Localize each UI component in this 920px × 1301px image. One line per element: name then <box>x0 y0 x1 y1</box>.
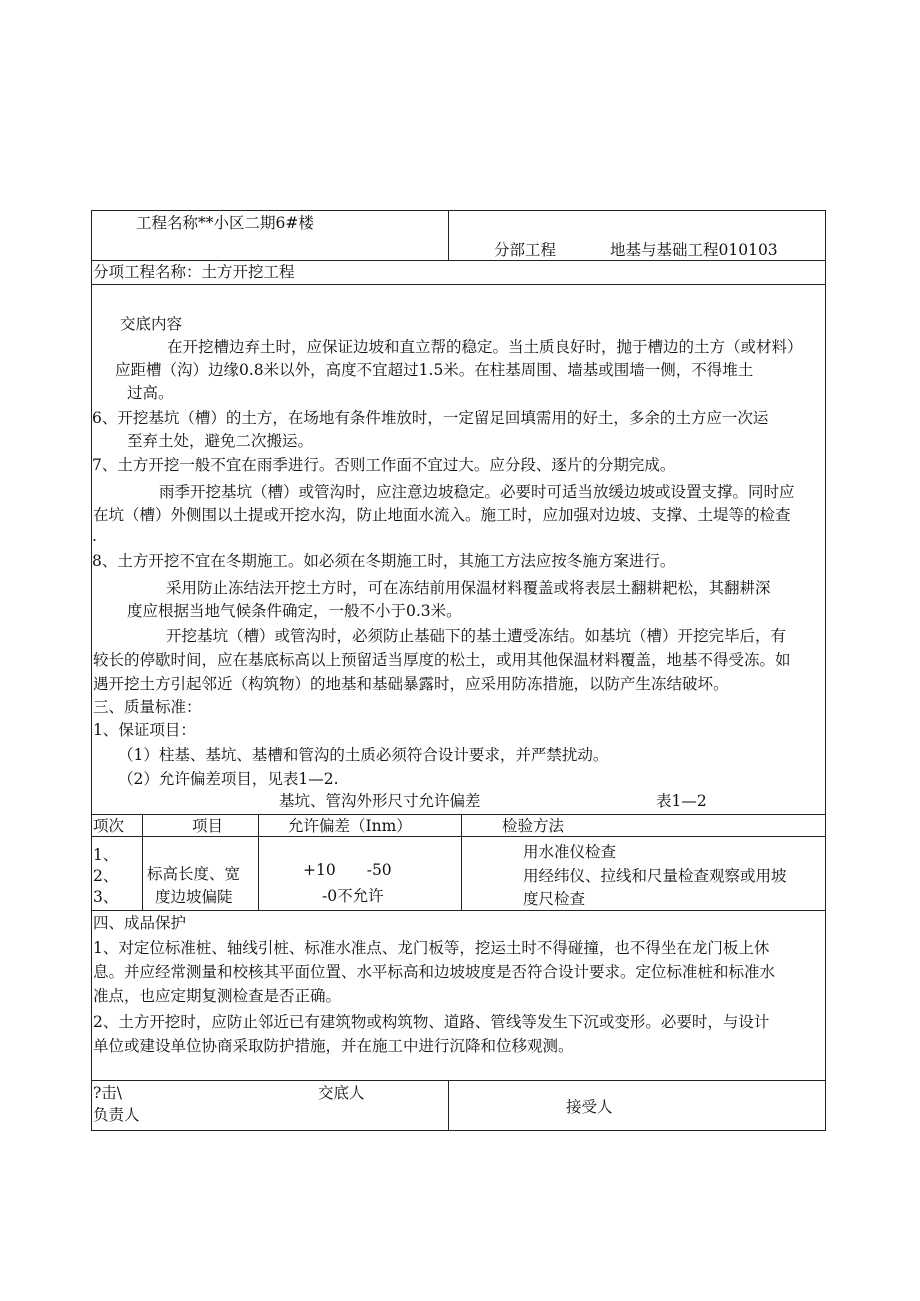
frame-bottom <box>91 1130 826 1131</box>
line-after-item-name <box>91 284 826 285</box>
table-tolerance-line1: +10 -50 <box>303 861 392 879</box>
p8b-line1: 采用防止冻结法开挖土方时，可在冻结前用保温材料覆盖或将表层土翻耕耙松，其翻耕深 <box>166 579 771 597</box>
p8: 8、土方开挖不宜在冬期施工。如必须在冬期施工时，其施工方法应按冬施方案进行。 <box>92 552 676 570</box>
p1-line1: 在开挖槽边弃土时，应保证边坡和直立帮的稳定。当土质良好时，抛于槽边的土方（或材料） <box>167 338 803 356</box>
content-heading: 交底内容 <box>120 315 183 333</box>
table-header-item: 项目 <box>192 817 224 835</box>
subsection-value: 地基与基础工程010103 <box>610 241 778 259</box>
p7: 7、土方开挖一般不宜在雨季进行。否则工作面不宜过大。应分段、逐片的分期完成。 <box>92 456 676 474</box>
protection-line3: 准点，也应定期复测检查是否正确。 <box>93 987 342 1005</box>
line-after-header <box>91 260 826 261</box>
p6-line2: 至弃土处，避免二次搬运。 <box>127 432 314 450</box>
footer-receiver: 接受人 <box>566 1098 613 1116</box>
p7b-line1: 雨季开挖基坑（槽）或管沟时，应注意边坡稳定。必要时可适当放缓边坡或设置支撑。同时应 <box>159 483 795 501</box>
p8c-line3: 遇开挖土方引起邻近（构筑物）的地基和基础暴露时，应采用防冻措施，以防产生冻结破坏。 <box>93 675 729 693</box>
table-method-line2: 用经纬仪、拉线和尺量检查观察或用坡 <box>523 867 787 885</box>
table-row-no-3: 3、 <box>93 888 119 906</box>
p6-line1: 6、开挖基坑（槽）的土方，在场地有条件堆放时，一定留足回填需用的好土，多余的土方应一次运 <box>92 409 769 427</box>
frame-right <box>825 210 826 1131</box>
section3-item2: （2）允许偏差项目，见表1—2. <box>118 770 339 788</box>
protection-line5: 单位或建设单位协商采取防护措施，并在施工中进行沉降和位移观测。 <box>93 1037 574 1055</box>
section3-item1: （1）柱基、基坑、基槽和管沟的土质必须符合设计要求，并严禁扰动。 <box>118 746 609 764</box>
line-table-bottom <box>91 910 826 911</box>
table-item-line2: 度边坡偏陡 <box>155 888 233 906</box>
protection-line1: 1、对定位标准桩、轴线引桩、标准水准点、龙门板等，挖运土时不得碰撞，也不得坐在龙门板上休 <box>93 939 770 957</box>
p1-line2: 应距槽（沟）边缘0.8米以外，高度不宜超过1.5米。在柱基周围、墙基或围墙一侧，不得堆土 <box>115 361 754 379</box>
section3-guarantee: 1、保证项目： <box>93 721 196 739</box>
item-name: 分项工程名称：土方开挖工程 <box>93 263 295 281</box>
table-col-divider-2 <box>258 814 259 910</box>
frame-top <box>91 210 826 211</box>
table-header-no: 项次 <box>93 817 125 835</box>
table-row-no-1: 1、 <box>93 846 119 864</box>
table-number: 表1—2 <box>656 792 707 810</box>
line-table-top <box>91 814 826 815</box>
table-item-line1: 标高长度、宽 <box>147 865 241 883</box>
line-footer-top <box>91 1080 826 1081</box>
table-method-line1: 用水准仪检查 <box>523 843 617 861</box>
header-divider <box>448 210 449 260</box>
table-header-tolerance: 允许偏差（Inm） <box>288 817 412 835</box>
p1-line3: 过高。 <box>127 384 174 402</box>
frame-left <box>91 210 92 1131</box>
p7b-line3: . <box>92 527 97 545</box>
protection-line4: 2、土方开挖时，应防止邻近已有建筑物或构筑物、道路、管线等发生下沉或变形。必要时，与设计 <box>93 1013 770 1031</box>
p7b-line2: 在坑（槽）外侧围以土提或开挖水沟，防止地面水流入。施工时，应加强对边坡、支撑、土堤等的检查 <box>93 506 791 524</box>
p8b-line2: 度应根据当地气候条件确定，一般不小于0.3米。 <box>127 602 462 620</box>
protection-heading: 四、成品保护 <box>93 914 187 932</box>
table-col-divider-3 <box>461 814 462 910</box>
section3-heading: 三、质量标准： <box>93 698 202 716</box>
table-row-no-2: 2、 <box>93 867 119 885</box>
footer-left-top: ?击\ <box>93 1084 123 1102</box>
protection-line2: 息。并应经常测量和校核其平面位置、水平标高和边坡坡度是否符合设计要求。定位标准桩和标准水 <box>93 963 776 981</box>
table-col-divider-1 <box>142 814 143 910</box>
project-name: 工程名称**小区二期6#楼 <box>136 214 314 232</box>
footer-left-bottom: 负责人 <box>93 1106 140 1124</box>
p8c-line1: 开挖基坑（槽）或管沟时，必须防止基础下的基土遭受冻结。如基坑（槽）开挖完毕后，有 <box>166 627 787 645</box>
subsection-label: 分部工程 <box>494 241 557 259</box>
table-header-method: 检验方法 <box>502 817 565 835</box>
table-tolerance-line2: -0不允许 <box>322 887 384 905</box>
footer-divider <box>448 1080 449 1130</box>
table-method-line3: 度尺检查 <box>523 890 586 908</box>
table-caption: 基坑、管沟外形尺寸允许偏差 <box>279 792 481 810</box>
line-table-header <box>91 836 826 837</box>
footer-handover: 交底人 <box>318 1084 365 1102</box>
p8c-line2: 较长的停歇时间，应在基底标高以上预留适当厚度的松土，或用其他保温材料覆盖，地基不得受冻。如 <box>93 651 791 669</box>
